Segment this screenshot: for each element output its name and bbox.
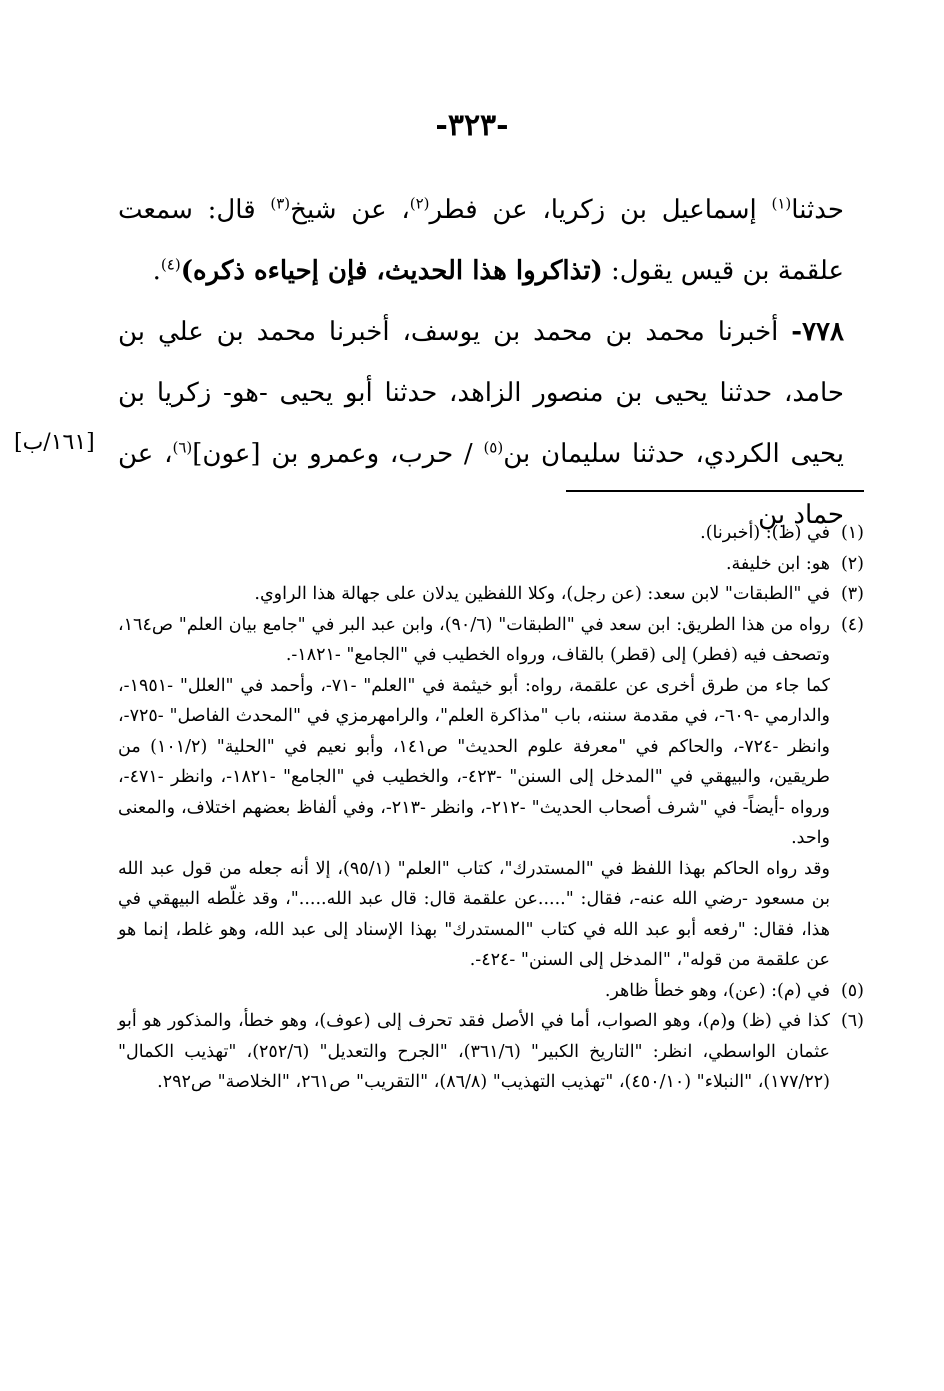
footnote-number: (٤) xyxy=(840,614,864,635)
manuscript-folio-marker: [١٦١/ب] xyxy=(14,430,95,455)
footnote-text: رواه من هذا الطريق: ابن سعد في "الطبقات" (٩٠/٦)، وابن عبد البر في "جامع بيان العلم" ص١٦٤، وتصحف فيه (فطر) إلى (قطر) بالقاف، ورواه الخطيب في "الجامع" -١٨٢١-. xyxy=(118,614,831,665)
footnote-1 xyxy=(118,518,864,549)
footnote-ref-1[interactable]: (١) xyxy=(771,194,792,213)
footnote-number: (٥) xyxy=(840,980,864,1001)
footnote-text: وقد رواه الحاكم بهذا اللفظ في "المستدرك"، كتاب "العلم" (٩٥/١)، إلا أنه جعله من قول عبد الله بن مسعود -رضي الله عنه-، فقال: ".....عن علقمة قال: قال عبد الله....."، وقد غلّطه البيهقي في هذا، فقال: "رفعه أبو عبد الله في كتاب "المستدرك" بهذا الإسناد إلى عبد الله، وهو غلط، إنما هو عن علقمة من قوله"، "المدخل إلى السنن" -٤٢٤-. xyxy=(118,858,830,970)
text-segment: ، عن شيخ xyxy=(290,195,410,225)
footnotes-section xyxy=(118,518,864,1098)
hadith-number: ٧٧٨- xyxy=(791,317,844,347)
footnote-ref-5[interactable]: (٥) xyxy=(483,438,504,457)
footnote-body xyxy=(118,610,830,976)
footnote-3 xyxy=(118,579,864,610)
footnote-text: كما جاء من طرق أخرى عن علقمة، رواه: أبو خيثمة في "العلم" -٧١-، وأحمد في "العلل" -١٩٥١-، والدارمي -٦٠٩-، في مقدمة سننه، باب "مذاكرة العلم"، والرامهرمزي في "المحدث الفاصل" -٧٢٥-، وانظر -٧٢٤-، والحاكم في "معرفة علوم الحديث" ص١٤١، وأبو نعيم في "الحلية" (١٠١/٢) من طريقين، والبيهقي في "المدخل إلى السنن" -٤٢٣-، والخطيب في "الجامع" -١٨٢١-، وانظر -٤٧١-، ورواه -أيضاً- في "شرف أصحاب الحديث" -٢١٢-، وانظر -٢١٣-، وفي ألفاظ بعضهم اختلاف، والمعنى واحد. xyxy=(118,675,831,848)
footnote-5 xyxy=(118,976,864,1007)
narration-paragraph-778 xyxy=(118,302,844,546)
footnote-4 xyxy=(118,610,864,976)
footnote-text: في (ظ): (أخبرنا). xyxy=(700,523,830,543)
footnote-separator xyxy=(566,490,864,492)
footnote-text: هو: ابن خليفة. xyxy=(725,553,830,574)
footnote-ref-2[interactable]: (٢) xyxy=(409,194,430,213)
text-segment: قال: سمعت علقمة بن قيس يقول: xyxy=(118,195,844,286)
text-segment: حدثنا xyxy=(791,195,845,225)
footnote-ref-4[interactable]: (٤) xyxy=(160,255,181,274)
footnote-body xyxy=(118,976,830,1007)
footnote-text: كذا في (ظ) و(م)، وهو الصواب، أما في الأصل فقد تحرف إلى (عوف)، وهو خطأ، والمذكور هو أبو عثمان الواسطي، انظر: "التاريخ الكبير" (٣٦١/٦)، "الجرح والتعديل" (٢٥٢/٦)، "تهذيب الكمال" (١٧٧/٢٢)، "النبلاء" (٤٥٠/١٠)، "تهذيب التهذيب" (٨٦/٨)، "التقريب" ص٢٦١، "الخلاصة" ص٢٩٢. xyxy=(118,1011,830,1092)
footnote-number: (١) xyxy=(840,523,864,543)
text-segment: . xyxy=(152,256,161,286)
footnote-ref-3[interactable]: (٣) xyxy=(270,194,291,213)
footnote-6 xyxy=(118,1006,864,1098)
footnote-number: (٣) xyxy=(840,584,864,604)
footnote-body xyxy=(118,579,830,610)
footnote-body xyxy=(118,549,830,580)
footnote-ref-6[interactable]: (٦) xyxy=(172,438,193,457)
narration-paragraph-1 xyxy=(118,180,844,302)
footnote-number: (٦) xyxy=(840,1011,864,1031)
text-segment: ، عن حماد بن xyxy=(118,439,844,530)
footnote-2 xyxy=(118,549,864,580)
text-segment: / حرب، وعمرو بن [عون] xyxy=(192,439,484,469)
footnote-body xyxy=(118,518,830,549)
footnote-text: في (م): (عن)، وهو خطأ ظاهر. xyxy=(604,980,830,1001)
footnote-body xyxy=(118,1006,830,1098)
text-segment: أخبرنا محمد بن محمد بن يوسف، أخبرنا محمد بن علي بن حامد، حدثنا يحيى بن منصور الزاهد، حدثنا أبو يحيى -هو- زكريا بن يحيى الكردي، حدثنا سليمان بن xyxy=(118,317,844,469)
text-segment: إسماعيل بن زكريا، عن فطر xyxy=(429,195,772,225)
page-number: -٣٢٣- xyxy=(435,108,509,143)
footnote-text: في "الطبقات" لابن سعد: (عن رجل)، وكلا اللفظين يدلان على جهالة هذا الراوي. xyxy=(254,584,830,604)
footnote-number: (٢) xyxy=(840,553,864,574)
quoted-saying: (تذاكروا هذا الحديث، فإن إحياءه ذكره) xyxy=(180,256,603,286)
